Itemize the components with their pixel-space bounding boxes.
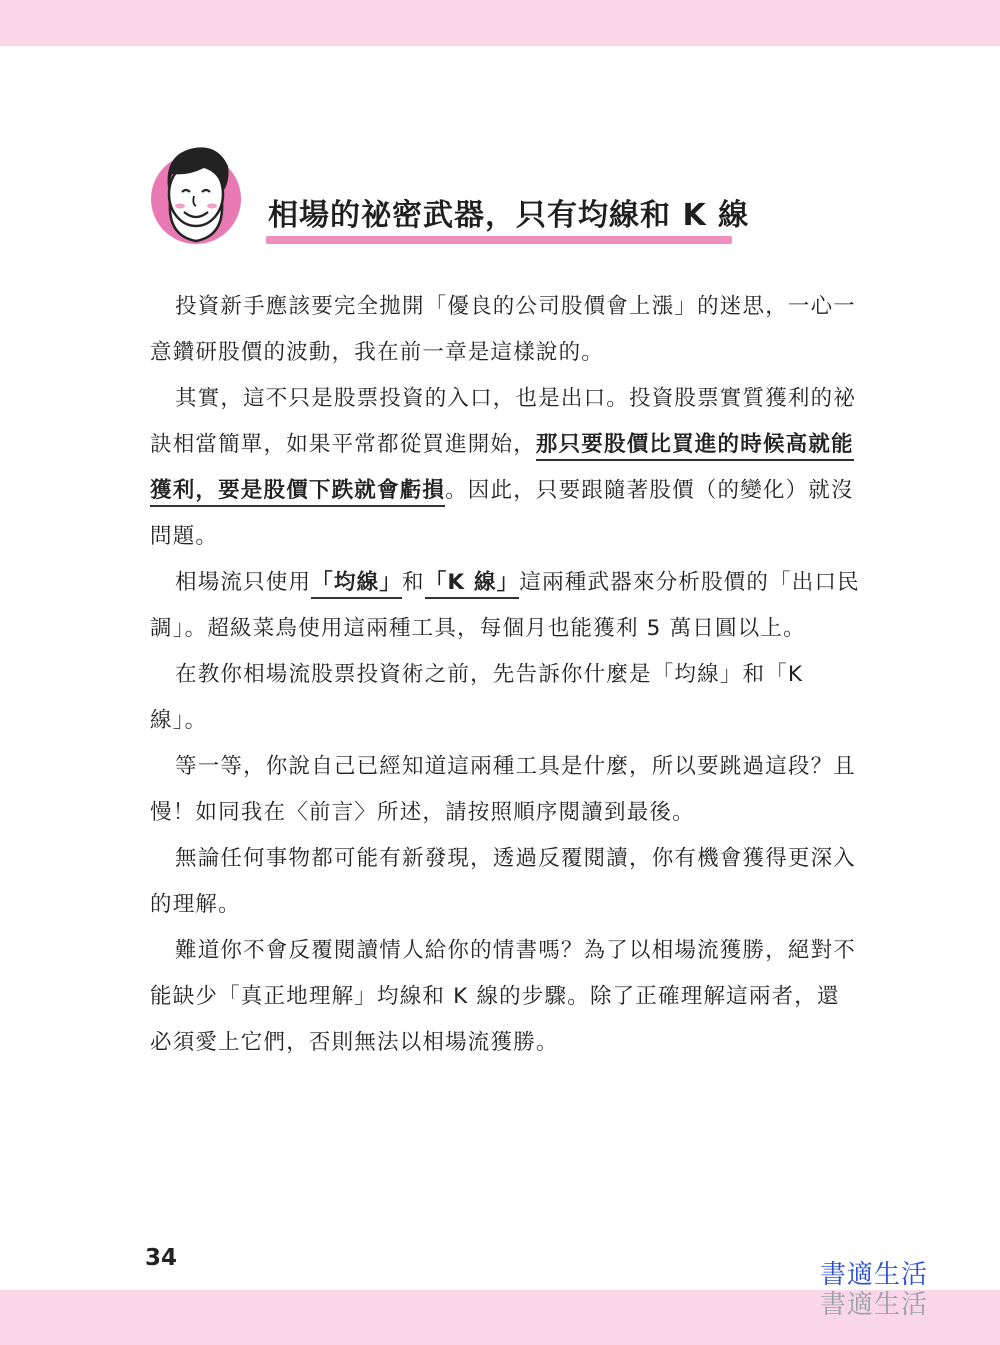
page-number: 34 <box>145 1245 178 1271</box>
body-text <box>150 284 860 1066</box>
paragraph-2 <box>150 376 860 560</box>
paragraph-5: 等一等，你說自己已經知道這兩種工具是什麼，所以要跳過這段？且慢！如同我在〈前言〉所述，請按照順序閱讀到最後。 <box>150 754 857 825</box>
paragraph-3 <box>150 560 860 652</box>
brand-watermark-shadow: 書適生活 <box>820 1290 929 1320</box>
section-title: 相場的祕密武器，只有均線和 K 線 <box>268 198 750 233</box>
title-underline-bar <box>266 236 732 244</box>
p3-highlight-k: 「K 線」 <box>425 570 520 599</box>
paragraph-1: 投資新手應該要完全拋開「優良的公司股價會上漲」的迷思，一心一意鑽研股價的波動，我在前一章是這樣說的。 <box>150 294 857 365</box>
p3-text-c: 和 <box>402 570 425 595</box>
top-pink-band <box>0 0 1000 46</box>
author-avatar <box>148 136 244 248</box>
paragraph-4: 在教你相場流股票投資術之前，先告訴你什麼是「均線」和「K線」。 <box>150 662 804 733</box>
p2-text-a: 其實，這不只是股票投資的入口，也是出口。投資股票實質獲利的祕訣相當簡單，如果平常都從買進開始， <box>150 386 857 457</box>
brand-watermark: 書適生活 <box>820 1260 929 1290</box>
p2-highlight-2: 就能獲利，要是股價下跌就會虧損 <box>150 432 854 507</box>
p3-highlight-ma: 「均線」 <box>311 570 402 599</box>
p2-highlight-1: 那只要股價比買進的時候高 <box>536 432 808 461</box>
paragraph-7: 難道你不會反覆閱讀情人給你的情書嗎？為了以相場流獲勝，絕對不能缺少「真正地理解」均線和 K 線的步驟。除了正確理解這兩者，還必須愛上它們，否則無法以相場流獲勝。 <box>150 938 857 1055</box>
p3-text-e: 這兩種武器來分析股價的「出口民調」。超級菜鳥使用這兩種工具，每個月也能獲利 5 萬日圓以上。 <box>150 570 860 641</box>
paragraph-6: 無論任何事物都可能有新發現，透過反覆閱讀，你有機會獲得更深入的理解。 <box>150 846 857 917</box>
p2-text-d: 。因此，只要跟隨著股價（的變化）就沒問題。 <box>150 478 854 549</box>
p3-text-a: 相場流只使用 <box>175 570 312 595</box>
